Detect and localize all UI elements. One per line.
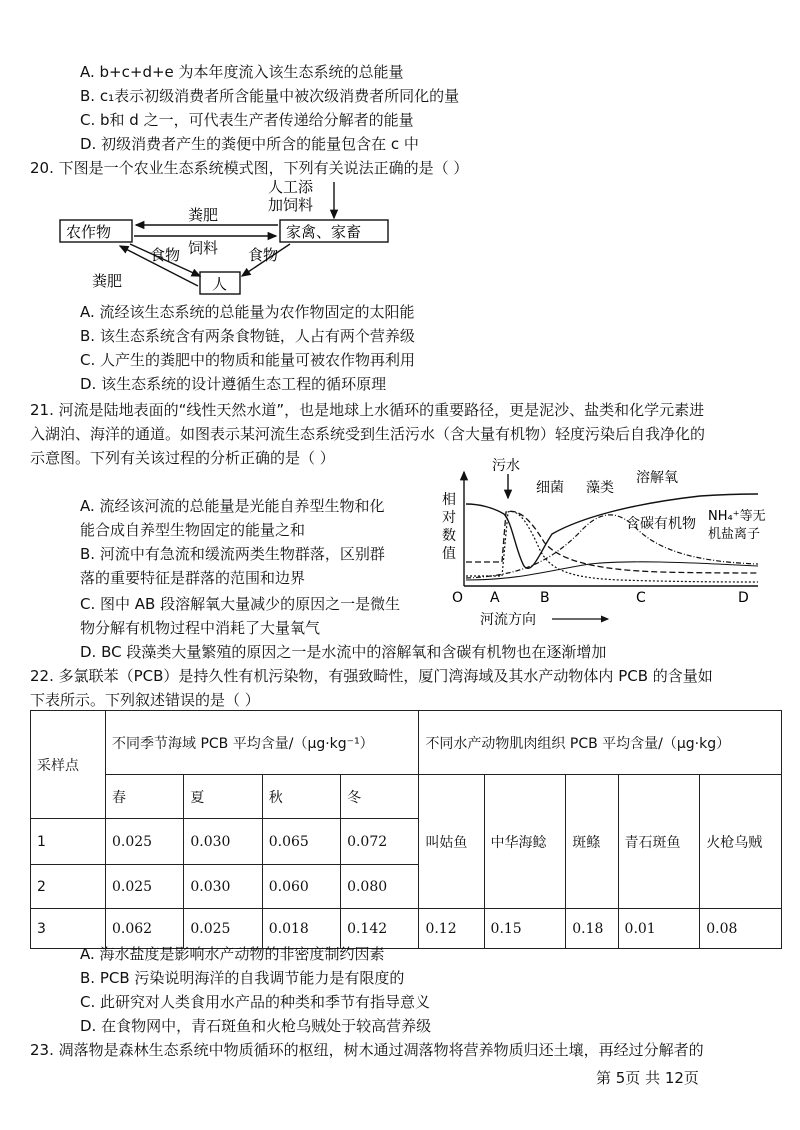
sewage-label: 污水 [492, 458, 520, 474]
q21-option-b-line2: 落的重要特征是群落的范围和边界 [80, 569, 306, 587]
q19-option-c: C. b和 d 之一，可代表生产者传递给分解者的能量 [80, 111, 414, 129]
table-row [31, 909, 782, 949]
q22-option-a: A. 海水盐度是影响水产动物的非密度制约因素 [80, 945, 385, 963]
value-cell: 0.025 [106, 819, 184, 865]
season-spring: 春 [106, 775, 184, 819]
value-cell: 0.142 [341, 909, 419, 949]
value-cell: 0.025 [184, 909, 262, 949]
animal-value-cell: 0.01 [618, 909, 700, 949]
crops-label: 农作物 [66, 223, 112, 241]
animal-1: 叫姑鱼 [419, 775, 484, 909]
origin-label: O [452, 590, 464, 606]
ylabel-4: 值 [442, 546, 456, 562]
manure-top-label: 粪肥 [188, 206, 219, 224]
tick-b: B [540, 590, 550, 606]
q21-stem-line2: 入湖泊、海洋的通道。如图表示某河流生态系统受到生活污水（含大量有机物）轻度污染后自我净化的 [30, 425, 706, 443]
site-cell: 3 [31, 909, 106, 949]
feed-input-line1: 人工添 [268, 178, 314, 196]
ylabel-2: 对 [442, 510, 456, 526]
q20-option-a: A. 流经该生态系统的总能量为农作物固定的太阳能 [80, 303, 415, 321]
algae-label: 藻类 [586, 480, 614, 496]
animal-value-cell: 0.08 [700, 909, 782, 949]
animal-3: 斑鲦 [566, 775, 618, 909]
carbon-organic-label: 含碳有机物 [626, 516, 696, 532]
q22-option-d: D. 在食物网中，青石斑鱼和火枪乌贼处于较高营养级 [80, 1017, 432, 1035]
q21-option-b-line1: B. 河流中有急流和缓流两类生物群落，区别群 [80, 545, 385, 563]
manure-left-label: 粪肥 [92, 272, 123, 290]
nh4-label-line2: 机盐离子 [708, 527, 761, 542]
value-cell: 0.030 [184, 865, 262, 909]
season-autumn: 秋 [262, 775, 340, 819]
q21-stem-line1: 21. 河流是陆地表面的“线性天然水道”，也是地球上水循环的重要路径，更是泥沙、盐类和化学元素进 [30, 401, 705, 419]
pcb-table [30, 710, 782, 949]
fodder-label: 饲料 [188, 239, 219, 257]
nh4-curve [466, 562, 758, 580]
col-site-header: 采样点 [31, 711, 106, 819]
q23-stem: 23. 凋落物是森林生态系统中物质循环的枢纽，树木通过凋落物将营养物质归还土壤，再经过分解者的 [30, 1041, 704, 1059]
q21-option-c-line2: 物分解有机物过程中消耗了大量氧气 [80, 619, 321, 637]
value-cell: 0.060 [262, 865, 340, 909]
q22-stem-line2: 下表所示。下列叙述错误的是（ ） [30, 691, 260, 709]
animal-value-cell: 0.12 [419, 909, 484, 949]
value-cell: 0.030 [184, 819, 262, 865]
animal-4: 青石斑鱼 [618, 775, 700, 909]
site-cell: 1 [31, 819, 106, 865]
animal-2: 中华海鲶 [484, 775, 566, 909]
q22-stem-line1: 22. 多氯联苯（PCB）是持久性有机污染物，有强致畸性，厦门湾海域及其水产动物体内 PCB 的含量如 [30, 667, 713, 685]
animal-value-cell: 0.15 [484, 909, 566, 949]
tick-a: A [490, 590, 500, 606]
agro-ecosystem-diagram [0, 178, 420, 298]
poultry-label: 家禽、家畜 [286, 223, 362, 241]
food-right-label: 食物 [248, 246, 279, 264]
q21-stem-line3: 示意图。下列有关该过程的分析正确的是（ ） [30, 449, 335, 467]
q22-option-c: C. 此研究对人类食用水产品的种类和季节有指导意义 [80, 993, 431, 1011]
xlabel: 河流方向 [480, 612, 536, 628]
season-header: 不同季节海域 PCB 平均含量/（μg·kg⁻¹） [106, 711, 419, 775]
page-number: 第 5页 共 12页 [596, 1069, 699, 1087]
season-winter: 冬 [341, 775, 419, 819]
ylabel-1: 相 [442, 492, 456, 508]
q20-option-b: B. 该生态系统含有两条食物链，人占有两个营养级 [80, 327, 415, 345]
value-cell: 0.025 [106, 865, 184, 909]
animal-header: 不同水产动物肌肉组织 PCB 平均含量/（μg·kg） [419, 711, 782, 775]
q21-option-a-line1: A. 流经该河流的总能量是光能自养型生物和化 [80, 497, 385, 515]
season-summer: 夏 [184, 775, 262, 819]
value-cell: 0.062 [106, 909, 184, 949]
tick-d: D [738, 590, 749, 606]
river-self-purification-chart [440, 452, 790, 632]
animal-value-cell: 0.18 [566, 909, 618, 949]
q20-stem: 20. 下图是一个农业生态系统模式图，下列有关说法正确的是（ ） [30, 159, 469, 177]
food-left-label: 食物 [150, 246, 181, 264]
q20-option-c: C. 人产生的粪肥中的物质和能量可被农作物再利用 [80, 351, 416, 369]
q20-option-d: D. 该生态系统的设计遵循生态工程的循环原理 [80, 375, 387, 393]
q21-option-c-line1: C. 图中 AB 段溶解氧大量减少的原因之一是微生 [80, 595, 401, 613]
person-label: 人 [212, 275, 228, 293]
tick-c: C [636, 590, 646, 606]
q19-option-b: B. c₁表示初级消费者所含能量中被次级消费者所同化的量 [80, 87, 460, 105]
value-cell: 0.018 [262, 909, 340, 949]
feed-input-line2: 加饲料 [268, 196, 314, 214]
nh4-label-line1: NH₄⁺等无 [708, 509, 766, 524]
bacteria-label: 细菌 [536, 480, 564, 496]
q19-option-a: A. b+c+d+e 为本年度流入该生态系统的总能量 [80, 63, 404, 81]
q19-option-d: D. 初级消费者产生的粪便中所含的能量包含在 c 中 [80, 135, 419, 153]
ylabel-3: 数 [442, 528, 456, 544]
dissolved-oxygen-label: 溶解氧 [636, 470, 678, 486]
animal-5: 火枪乌贼 [700, 775, 782, 909]
value-cell: 0.065 [262, 819, 340, 865]
q21-option-a-line2: 能合成自养型生物固定的能量之和 [80, 521, 306, 539]
q22-option-b: B. PCB 污染说明海洋的自我调节能力是有限度的 [80, 969, 405, 987]
value-cell: 0.080 [341, 865, 419, 909]
value-cell: 0.072 [341, 819, 419, 865]
q21-option-d: D. BC 段藻类大量繁殖的原因之一是水流中的溶解氧和含碳有机物也在逐渐增加 [80, 643, 607, 661]
site-cell: 2 [31, 865, 106, 909]
